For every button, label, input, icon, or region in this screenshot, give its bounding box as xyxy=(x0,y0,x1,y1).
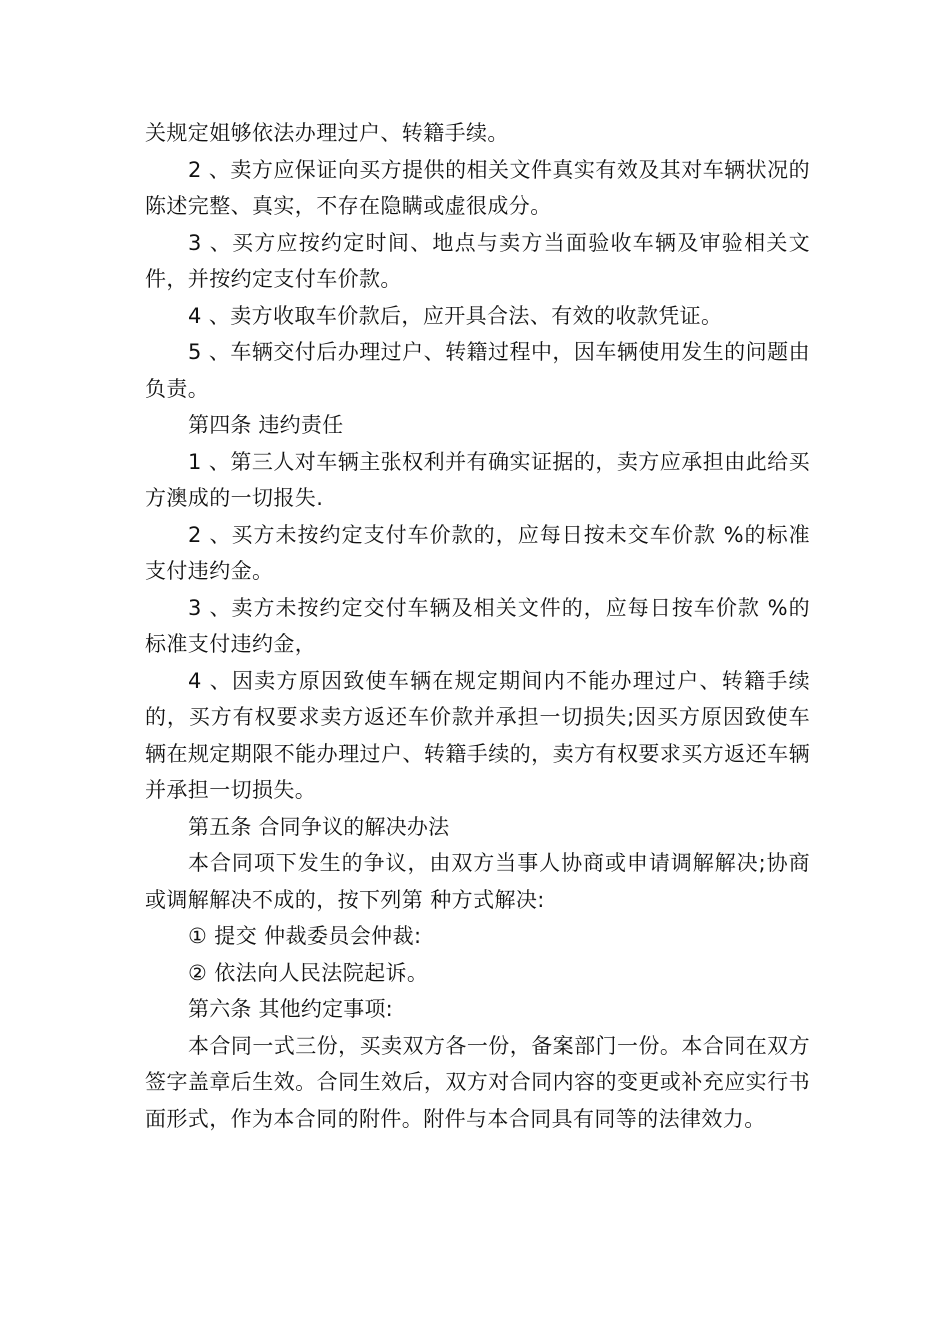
breach-item-3: 3 、卖方未按约定交付车辆及相关文件的，应每日按车价款 %的标准支付违约金， xyxy=(145,595,810,656)
dispute-option-1: ① 提交 仲裁委员会仲裁: xyxy=(188,924,422,948)
article-5-heading: 第五条 合同争议的解决办法 xyxy=(188,814,450,839)
document-body xyxy=(145,115,810,1137)
other-terms-text: 本合同一式三份，买卖双方各一份，备案部门一份。本合同在双方签字盖章后生效。合同生效后，双方对合同内容的变更或补充应实行书面形式，作为本合同的附件。附件与本合同具有同等的法律效力。 xyxy=(145,1033,810,1131)
dispute-resolution-text: 本合同项下发生的争议，由双方当事人协商或申请调解解决;协商或调解解决不成的，按下列第 种方式解决: xyxy=(145,851,810,912)
clause-item-5-transfer-liability: 5 、车辆交付后办理过户、转籍过程中，因车辆使用发生的问题由 负责。 xyxy=(145,340,810,401)
article-4-heading: 第四条 违约责任 xyxy=(188,413,344,437)
clause-item-2-seller-documents: 2 、卖方应保证向买方提供的相关文件真实有效及其对车辆状况的陈述完整、真实，不存在隐瞒或虚很成分。 xyxy=(145,157,810,218)
article-6-heading: 第六条 其他约定事项: xyxy=(188,997,393,1021)
breach-item-1: 1 、第三人对车辆主张权利并有确实证据的，卖方应承担由此给买方澳成的一切报失. xyxy=(145,449,810,510)
clause-item-3-buyer-inspection: 3 、买方应按约定时间、地点与卖方当面验收车辆及审验相关文件，并按约定支付车价款。 xyxy=(145,230,810,291)
breach-item-2: 2 、买方未按约定支付车价款的，应每日按未交车价款 %的标准支付违约金。 xyxy=(145,522,810,583)
clause-item-4-receipt: 4 、卖方收取车价款后，应开具合法、有效的收款凭证。 xyxy=(188,303,723,328)
breach-item-4: 4 、因卖方原因致使车辆在规定期间内不能办理过户、转籍手续的，买方有权要求卖方返还车价款并承担一切损失;因买方原因致使车辆在规定期限不能办理过户、转籍手续的，卖方有权要求买方返还车辆并承担一切损失。 xyxy=(145,668,810,802)
dispute-option-2: ② 依法向人民法院起诉。 xyxy=(188,960,429,985)
paragraph-continuation: 关规定姐够依法办理过户、转籍手续。 xyxy=(145,121,509,145)
